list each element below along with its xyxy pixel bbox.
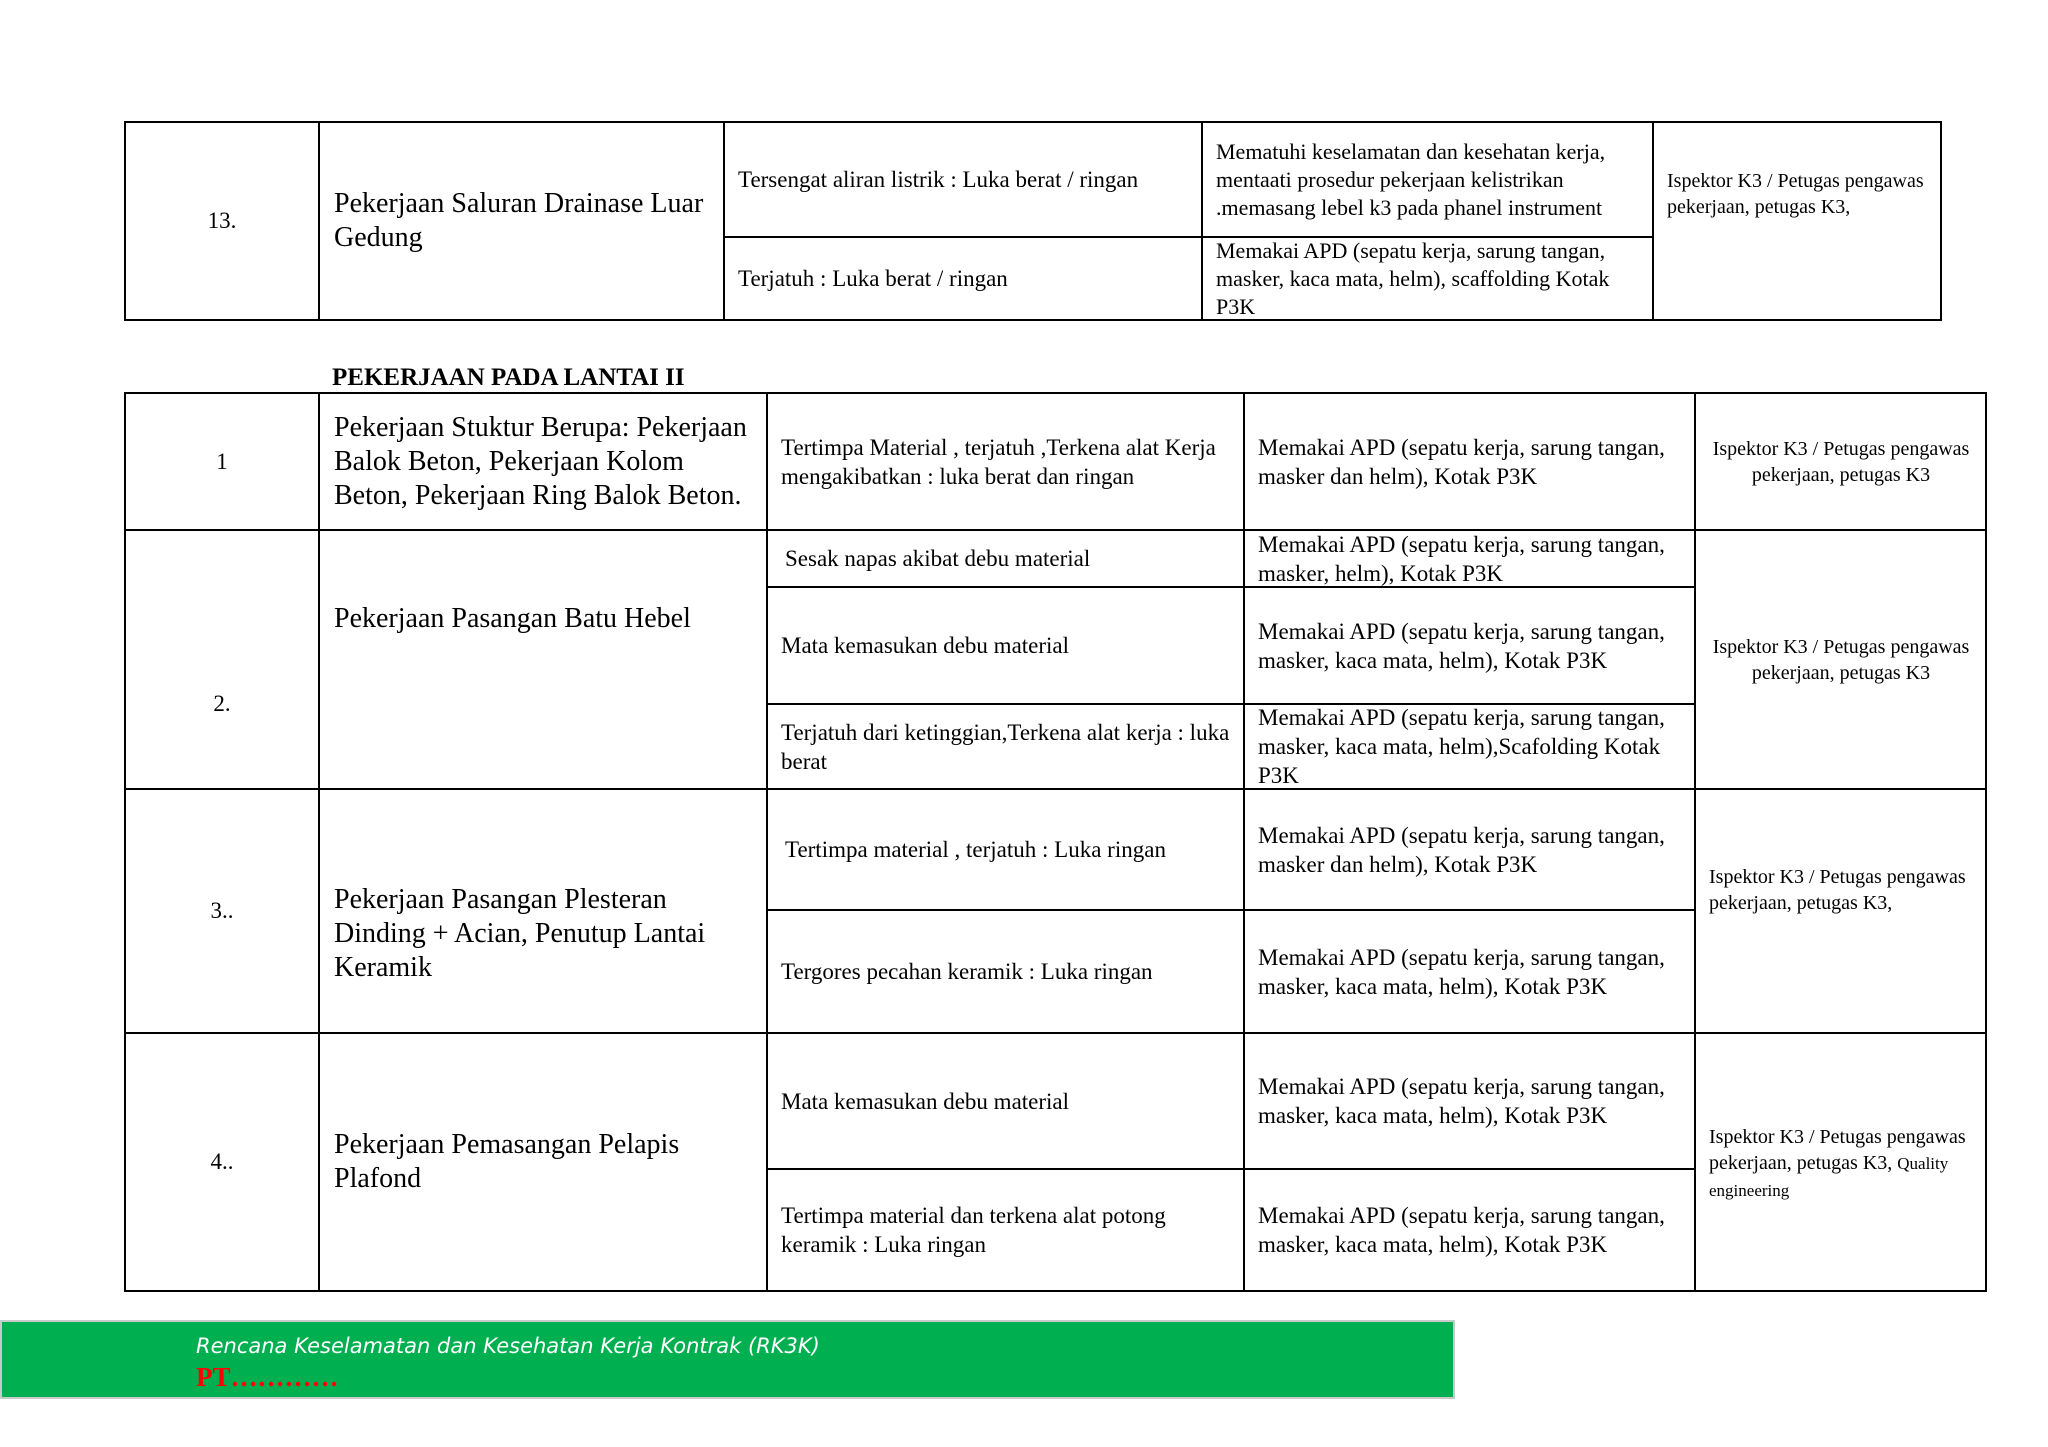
control-measure: Memakai APD (sepatu kerja, sarung tangan, masker, kaca mata, helm), Kotak P3K	[1258, 618, 1665, 673]
responsible-person: Ispektor K3 / Petugas pengawas pekerjaan, petugas K3	[1712, 635, 1970, 684]
hazard-text: Terjatuh : Luka berat / ringan	[738, 266, 1008, 291]
row-number: 1	[216, 448, 228, 474]
section-heading: PEKERJAAN PADA LANTAI II	[332, 364, 685, 391]
responsible-person: Ispektor K3 / Petugas pengawas pekerjaan, petugas K3,	[1709, 866, 1966, 914]
hazard-text: Mata kemasukan debu material	[781, 1088, 1070, 1114]
control-measure: Memakai APD (sepatu kerja, sarung tangan, masker, kaca mata, helm), scaffolding Kotak P3K	[1216, 237, 1610, 319]
hazard-text: Tergores pecahan keramik : Luka ringan	[781, 959, 1153, 984]
row-number: 13.	[207, 208, 237, 233]
hazard-text: Tertimpa material dan terkena alat potong keramik : Luka ringan	[781, 1203, 1166, 1257]
job-description: Pekerjaan Pasangan Batu Hebel	[334, 602, 691, 634]
responsible-person: Ispektor K3 / Petugas pengawas pekerjaan, petugas K3,	[1667, 170, 1924, 218]
footer-banner	[0, 1320, 1455, 1399]
row-number: 3..	[210, 898, 234, 923]
responsible-person	[1696, 1124, 1986, 1214]
job-description: Pekerjaan Pemasangan Pelapis Plafond	[334, 1129, 680, 1194]
row-number: 4..	[210, 1149, 234, 1174]
responsible-extra: Quality engineering	[1709, 1154, 1949, 1200]
hazard-text: Terjatuh dari ketinggian,Terkena alat kerja : luka berat	[781, 719, 1230, 774]
control-measure: Memakai APD (sepatu kerja, sarung tangan, masker dan helm), Kotak P3K	[1258, 434, 1665, 489]
control-measure: Memakai APD (sepatu kerja, sarung tangan, masker, kaca mata, helm), Kotak P3K	[1258, 944, 1665, 999]
hazard-text: Tertimpa Material , terjatuh ,Terkena alat Kerja mengakibatkan : luka berat dan ringan	[781, 434, 1216, 489]
hazard-text: Tertimpa material , terjatuh : Luka ringan	[785, 837, 1166, 862]
row-number: 2.	[213, 691, 231, 716]
hazard-text: Tersengat aliran listrik : Luka berat / ringan	[738, 167, 1139, 192]
footer-title: Rencana Keselamatan dan Kesehatan Kerja Kontrak (RK3K)	[196, 1334, 820, 1358]
control-measure: Memakai APD (sepatu kerja, sarung tangan, masker, helm), Kotak P3K	[1258, 531, 1665, 586]
control-measure: Memakai APD (sepatu kerja, sarung tangan, masker, kaca mata, helm), Kotak P3K	[1258, 1074, 1665, 1128]
job-description: Pekerjaan Stuktur Berupa: Pekerjaan Balok Beton, Pekerjaan Kolom Beton, Pekerjaan Ring Balok Beton.	[334, 411, 747, 511]
control-measure: Mematuhi keselamatan dan kesehatan kerja, mentaati prosedur pekerjaan kelistrikan .memasang lebel k3 pada phanel instrument	[1216, 138, 1606, 220]
responsible-text: Ispektor K3 / Petugas pengawas pekerjaan, petugas K3,	[1709, 1126, 1966, 1174]
job-description: Pekerjaan Saluran Drainase Luar Gedung	[334, 188, 704, 253]
control-measure: Memakai APD (sepatu kerja, sarung tangan, masker, kaca mata, helm),Scafolding Kotak P3K	[1258, 705, 1665, 788]
control-measure: Memakai APD (sepatu kerja, sarung tangan, masker, kaca mata, helm), Kotak P3K	[1258, 1203, 1665, 1257]
hazard-text: Sesak napas akibat debu material	[785, 546, 1091, 571]
top-table	[124, 121, 1942, 321]
hazard-text: Mata kemasukan debu material	[781, 633, 1070, 658]
job-description: Pekerjaan Pasangan Plesteran Dinding + Acian, Penutup Lantai Keramik	[334, 884, 706, 983]
control-measure: Memakai APD (sepatu kerja, sarung tangan, masker dan helm), Kotak P3K	[1258, 822, 1665, 877]
main-table	[124, 392, 1987, 1292]
footer-company: PT…………	[196, 1362, 339, 1392]
responsible-person: Ispektor K3 / Petugas pengawas pekerjaan, petugas K3	[1712, 437, 1970, 486]
